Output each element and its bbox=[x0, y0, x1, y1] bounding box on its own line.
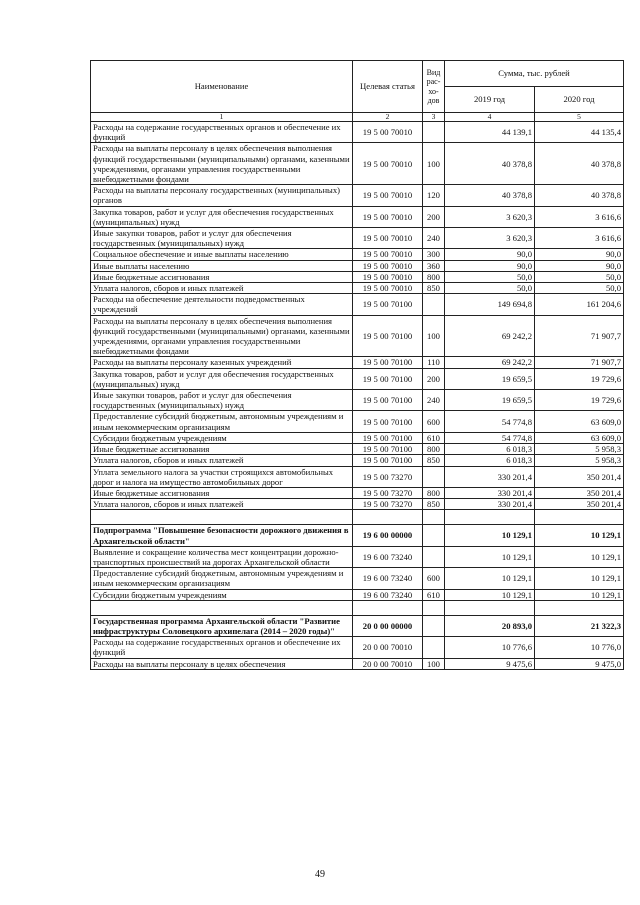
row-target-article: 19 5 00 70100 bbox=[353, 444, 423, 455]
row-sum-2019: 3 620,3 bbox=[445, 206, 535, 227]
row-sum-2020: 40 378,8 bbox=[535, 185, 624, 206]
row-sum-2019: 40 378,8 bbox=[445, 185, 535, 206]
table-row bbox=[91, 315, 624, 357]
table-row bbox=[91, 444, 624, 455]
row-sum-2019: 90,0 bbox=[445, 260, 535, 271]
row-expense-type: 600 bbox=[423, 411, 445, 432]
budget-table bbox=[90, 60, 624, 670]
row-sum-2020: 10 776,0 bbox=[535, 637, 624, 658]
row-sum-2020: 63 609,0 bbox=[535, 432, 624, 443]
row-sum-2019: 6 018,3 bbox=[445, 444, 535, 455]
row-target-article: 19 5 00 70100 bbox=[353, 357, 423, 368]
table-row bbox=[91, 357, 624, 368]
row-expense-type: 610 bbox=[423, 589, 445, 600]
row-name: Уплата налогов, сборов и иных платежей bbox=[91, 455, 353, 466]
header-type-line: хо- bbox=[428, 86, 439, 96]
table-row bbox=[91, 390, 624, 411]
table-row bbox=[91, 294, 624, 315]
row-sum-2019: 10 129,1 bbox=[445, 568, 535, 589]
row-sum-2020: 5 958,3 bbox=[535, 444, 624, 455]
table-row bbox=[91, 546, 624, 567]
column-number: 3 bbox=[423, 113, 445, 122]
table-row bbox=[91, 589, 624, 600]
table-row bbox=[91, 487, 624, 498]
row-target-article: 19 5 00 70100 bbox=[353, 390, 423, 411]
row-sum-2019: 330 201,4 bbox=[445, 487, 535, 498]
row-sum-2020: 71 907,7 bbox=[535, 315, 624, 357]
empty-cell bbox=[535, 600, 624, 615]
empty-cell bbox=[91, 510, 353, 525]
table-row bbox=[91, 466, 624, 487]
row-sum-2019: 149 694,8 bbox=[445, 294, 535, 315]
row-expense-type bbox=[423, 546, 445, 567]
header-year-2020: 2020 год bbox=[535, 87, 624, 113]
spacer-row bbox=[91, 510, 624, 525]
row-name: Выявление и сокращение количества мест концентрации дорожно-транспортных происшествий на дорогах Архангельской области bbox=[91, 546, 353, 567]
empty-cell bbox=[445, 600, 535, 615]
row-sum-2019: 69 242,2 bbox=[445, 315, 535, 357]
row-sum-2019: 44 139,1 bbox=[445, 122, 535, 143]
row-name: Расходы на выплаты персоналу государственных (муниципальных) органов bbox=[91, 185, 353, 206]
header-type-line: рас- bbox=[426, 77, 441, 86]
row-target-article: 19 5 00 70010 bbox=[353, 271, 423, 282]
row-target-article: 19 6 00 73240 bbox=[353, 568, 423, 589]
row-expense-type: 800 bbox=[423, 487, 445, 498]
row-sum-2019: 19 659,5 bbox=[445, 390, 535, 411]
row-name: Расходы на выплаты персоналу в целях обеспечения выполнения функций государственными (муниципальными) органами, казенными учреждениями, органами управления государственными внебюджетными фондами bbox=[91, 315, 353, 357]
row-sum-2019: 6 018,3 bbox=[445, 455, 535, 466]
row-name: Уплата налогов, сборов и иных платежей bbox=[91, 283, 353, 294]
row-name: Расходы на выплаты персоналу в целях обеспечения bbox=[91, 658, 353, 669]
row-target-article: 19 6 00 73240 bbox=[353, 546, 423, 567]
column-number: 2 bbox=[353, 113, 423, 122]
row-target-article: 19 5 00 73270 bbox=[353, 466, 423, 487]
row-target-article: 19 5 00 70010 bbox=[353, 185, 423, 206]
row-expense-type: 300 bbox=[423, 249, 445, 260]
header-type-line: Вид bbox=[426, 67, 441, 77]
row-expense-type bbox=[423, 525, 445, 546]
row-target-article: 19 5 00 70010 bbox=[353, 260, 423, 271]
row-sum-2020: 350 201,4 bbox=[535, 499, 624, 510]
column-numbers-row bbox=[91, 113, 624, 122]
row-sum-2020: 350 201,4 bbox=[535, 466, 624, 487]
row-sum-2020: 161 204,6 bbox=[535, 294, 624, 315]
table-row bbox=[91, 143, 624, 185]
row-target-article: 19 5 00 70010 bbox=[353, 206, 423, 227]
column-number: 4 bbox=[445, 113, 535, 122]
table-row bbox=[91, 525, 624, 546]
row-expense-type bbox=[423, 294, 445, 315]
table-row bbox=[91, 271, 624, 282]
row-sum-2020: 50,0 bbox=[535, 271, 624, 282]
table-body bbox=[91, 122, 624, 670]
row-expense-type: 100 bbox=[423, 315, 445, 357]
row-target-article: 20 0 00 70010 bbox=[353, 658, 423, 669]
row-name: Иные бюджетные ассигнования bbox=[91, 444, 353, 455]
row-name: Расходы на содержание государственных органов и обеспечение их функций bbox=[91, 637, 353, 658]
row-expense-type: 800 bbox=[423, 271, 445, 282]
row-name: Субсидии бюджетным учреждениям bbox=[91, 589, 353, 600]
row-target-article: 19 6 00 73240 bbox=[353, 589, 423, 600]
row-expense-type: 850 bbox=[423, 499, 445, 510]
row-expense-type: 200 bbox=[423, 206, 445, 227]
row-sum-2019: 40 378,8 bbox=[445, 143, 535, 185]
header-expense-type bbox=[423, 61, 445, 113]
row-expense-type: 850 bbox=[423, 455, 445, 466]
row-expense-type: 100 bbox=[423, 143, 445, 185]
empty-cell bbox=[353, 600, 423, 615]
row-expense-type bbox=[423, 122, 445, 143]
row-name: Расходы на обеспечение деятельности подведомственных учреждений bbox=[91, 294, 353, 315]
row-name: Иные бюджетные ассигнования bbox=[91, 271, 353, 282]
row-name: Государственная программа Архангельской области "Развитие инфраструктуры Соловецкого архипелага (2014 – 2020 годы)" bbox=[91, 615, 353, 636]
row-expense-type: 200 bbox=[423, 368, 445, 389]
row-target-article: 19 5 00 73270 bbox=[353, 487, 423, 498]
row-target-article: 19 5 00 70100 bbox=[353, 411, 423, 432]
table-row bbox=[91, 206, 624, 227]
row-target-article: 19 5 00 70010 bbox=[353, 143, 423, 185]
row-target-article: 19 5 00 70010 bbox=[353, 249, 423, 260]
header-sum: Сумма, тыс. рублей bbox=[445, 61, 624, 87]
row-sum-2019: 9 475,6 bbox=[445, 658, 535, 669]
row-name: Предоставление субсидий бюджетным, автономным учреждениям и иным некоммерческим организациям bbox=[91, 568, 353, 589]
table-row bbox=[91, 658, 624, 669]
row-sum-2020: 350 201,4 bbox=[535, 487, 624, 498]
table-row bbox=[91, 260, 624, 271]
row-sum-2020: 9 475,0 bbox=[535, 658, 624, 669]
row-expense-type: 120 bbox=[423, 185, 445, 206]
row-name: Закупка товаров, работ и услуг для обеспечения государственных (муниципальных) нужд bbox=[91, 206, 353, 227]
row-sum-2019: 54 774,8 bbox=[445, 411, 535, 432]
row-expense-type: 240 bbox=[423, 228, 445, 249]
row-sum-2020: 10 129,1 bbox=[535, 525, 624, 546]
row-name: Уплата налогов, сборов и иных платежей bbox=[91, 499, 353, 510]
header-name: Наименование bbox=[91, 61, 353, 113]
row-target-article: 20 0 00 00000 bbox=[353, 615, 423, 636]
row-expense-type bbox=[423, 466, 445, 487]
table-row bbox=[91, 455, 624, 466]
row-expense-type: 110 bbox=[423, 357, 445, 368]
row-name: Иные бюджетные ассигнования bbox=[91, 487, 353, 498]
table-row bbox=[91, 122, 624, 143]
row-name: Предоставление субсидий бюджетным, автономным учреждениям и иным некоммерческим организациям bbox=[91, 411, 353, 432]
row-name: Подпрограмма "Повышение безопасности дорожного движения в Архангельской области" bbox=[91, 525, 353, 546]
row-sum-2020: 71 907,7 bbox=[535, 357, 624, 368]
row-sum-2019: 50,0 bbox=[445, 283, 535, 294]
row-sum-2020: 19 729,6 bbox=[535, 390, 624, 411]
table-row bbox=[91, 185, 624, 206]
row-name: Расходы на выплаты персоналу казенных учреждений bbox=[91, 357, 353, 368]
row-target-article: 19 5 00 70100 bbox=[353, 455, 423, 466]
row-sum-2019: 50,0 bbox=[445, 271, 535, 282]
row-name: Расходы на содержание государственных органов и обеспечение их функций bbox=[91, 122, 353, 143]
row-target-article: 19 5 00 70100 bbox=[353, 294, 423, 315]
spacer-row bbox=[91, 600, 624, 615]
row-expense-type bbox=[423, 637, 445, 658]
row-sum-2020: 90,0 bbox=[535, 249, 624, 260]
row-target-article: 19 5 00 73270 bbox=[353, 499, 423, 510]
row-expense-type: 360 bbox=[423, 260, 445, 271]
row-target-article: 19 5 00 70010 bbox=[353, 122, 423, 143]
row-expense-type: 600 bbox=[423, 568, 445, 589]
row-expense-type: 850 bbox=[423, 283, 445, 294]
row-name: Уплата земельного налога за участки строящихся автомобильных дорог и налога на имущество автомобильных дорог bbox=[91, 466, 353, 487]
table-row bbox=[91, 249, 624, 260]
row-name: Субсидии бюджетным учреждениям bbox=[91, 432, 353, 443]
row-sum-2019: 3 620,3 bbox=[445, 228, 535, 249]
row-sum-2020: 63 609,0 bbox=[535, 411, 624, 432]
page-number: 49 bbox=[315, 869, 325, 880]
table-row bbox=[91, 499, 624, 510]
table-row bbox=[91, 411, 624, 432]
row-expense-type: 100 bbox=[423, 658, 445, 669]
row-sum-2019: 69 242,2 bbox=[445, 357, 535, 368]
row-name: Расходы на выплаты персоналу в целях обеспечения выполнения функций государственными (муниципальными) органами, казенными учреждениями, органами управления государственными внебюджетными фондами bbox=[91, 143, 353, 185]
row-sum-2020: 10 129,1 bbox=[535, 589, 624, 600]
header-target-article: Целевая статья bbox=[353, 61, 423, 113]
row-sum-2019: 10 129,1 bbox=[445, 525, 535, 546]
table-row bbox=[91, 637, 624, 658]
empty-cell bbox=[91, 600, 353, 615]
row-sum-2019: 330 201,4 bbox=[445, 499, 535, 510]
row-sum-2020: 10 129,1 bbox=[535, 546, 624, 567]
row-expense-type: 240 bbox=[423, 390, 445, 411]
empty-cell bbox=[535, 510, 624, 525]
row-name: Иные закупки товаров, работ и услуг для обеспечения государственных (муниципальных) нужд bbox=[91, 228, 353, 249]
row-target-article: 19 5 00 70100 bbox=[353, 368, 423, 389]
empty-cell bbox=[423, 600, 445, 615]
row-sum-2020: 10 129,1 bbox=[535, 568, 624, 589]
table-row bbox=[91, 432, 624, 443]
row-name: Закупка товаров, работ и услуг для обеспечения государственных (муниципальных) нужд bbox=[91, 368, 353, 389]
row-sum-2020: 3 616,6 bbox=[535, 206, 624, 227]
column-number: 5 bbox=[535, 113, 624, 122]
empty-cell bbox=[445, 510, 535, 525]
row-sum-2019: 54 774,8 bbox=[445, 432, 535, 443]
row-sum-2019: 330 201,4 bbox=[445, 466, 535, 487]
row-sum-2020: 90,0 bbox=[535, 260, 624, 271]
row-sum-2020: 21 322,3 bbox=[535, 615, 624, 636]
row-target-article: 19 6 00 00000 bbox=[353, 525, 423, 546]
table-row bbox=[91, 568, 624, 589]
row-target-article: 20 0 00 70010 bbox=[353, 637, 423, 658]
table-row bbox=[91, 283, 624, 294]
row-sum-2020: 19 729,6 bbox=[535, 368, 624, 389]
row-sum-2020: 40 378,8 bbox=[535, 143, 624, 185]
row-sum-2019: 10 129,1 bbox=[445, 546, 535, 567]
empty-cell bbox=[423, 510, 445, 525]
empty-cell bbox=[353, 510, 423, 525]
row-target-article: 19 5 00 70010 bbox=[353, 283, 423, 294]
table-header bbox=[91, 61, 624, 122]
row-sum-2019: 10 776,6 bbox=[445, 637, 535, 658]
table-row bbox=[91, 228, 624, 249]
table-row bbox=[91, 368, 624, 389]
row-sum-2019: 90,0 bbox=[445, 249, 535, 260]
row-name: Иные закупки товаров, работ и услуг для обеспечения государственных (муниципальных) нужд bbox=[91, 390, 353, 411]
row-name: Социальное обеспечение и иные выплаты населению bbox=[91, 249, 353, 260]
row-sum-2020: 5 958,3 bbox=[535, 455, 624, 466]
row-sum-2020: 44 135,4 bbox=[535, 122, 624, 143]
row-sum-2019: 20 893,0 bbox=[445, 615, 535, 636]
row-target-article: 19 5 00 70100 bbox=[353, 432, 423, 443]
row-sum-2019: 19 659,5 bbox=[445, 368, 535, 389]
row-sum-2020: 50,0 bbox=[535, 283, 624, 294]
row-expense-type: 800 bbox=[423, 444, 445, 455]
row-target-article: 19 5 00 70010 bbox=[353, 228, 423, 249]
header-type-line: дов bbox=[427, 96, 440, 105]
row-expense-type bbox=[423, 615, 445, 636]
row-sum-2019: 10 129,1 bbox=[445, 589, 535, 600]
header-year-2019: 2019 год bbox=[445, 87, 535, 113]
column-number: 1 bbox=[91, 113, 353, 122]
row-expense-type: 610 bbox=[423, 432, 445, 443]
row-name: Иные выплаты населению bbox=[91, 260, 353, 271]
row-sum-2020: 3 616,6 bbox=[535, 228, 624, 249]
row-target-article: 19 5 00 70100 bbox=[353, 315, 423, 357]
table-row bbox=[91, 615, 624, 636]
